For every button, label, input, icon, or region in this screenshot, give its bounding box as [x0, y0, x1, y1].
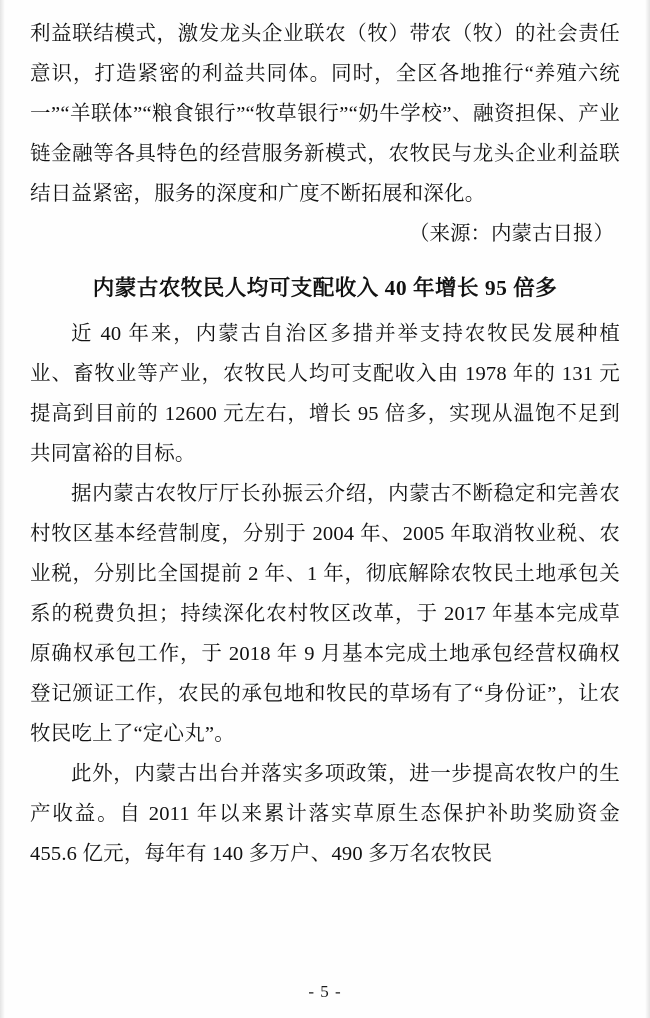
article-paragraph-2: 据内蒙古农牧厅厅长孙振云介绍，内蒙古不断稳定和完善农村牧区基本经营制度，分别于 2004 年、2005 年取消牧业税、农业税，分别比全国提前 2 年、1 年，彻底解除农牧民土地承包关系的税费负担；持续深化农村牧区改革，于 2017 年基本完成草原确权承包工作，于 2018 年 9 月基本完成土地承包经营权确权登记颁证工作，农民的承包地和牧民的草场有了“身份证”，让农牧民吃上了“定心丸”。 — [30, 483, 620, 745]
article-paragraph-3: 此外，内蒙古出台并落实多项政策，进一步提高农牧户的生产收益。自 2011 年以来累计落实草原生态保护补助奖励资金 455.6 亿元，每年有 140 多万户、490 多万名农牧民 — [30, 763, 620, 865]
continued-paragraph: 利益联结模式，激发龙头企业联农（牧）带农（牧）的社会责任意识，打造紧密的利益共同体。同时，全区各地推行“养殖六统一”“羊联体”“粮食银行”“牧草银行”“奶牛学校”、融资担保、产业链金融等各具特色的经营服务新模式，农牧民与龙头企业利益联结日益紧密，服务的深度和广度不断拓展和深化。 — [30, 23, 620, 205]
article-title: 内蒙古农牧民人均可支配收入 40 年增长 95 倍多 — [92, 276, 558, 300]
source-attribution: （来源：内蒙古日报） — [409, 223, 614, 245]
page-number: - 5 - — [308, 982, 342, 1001]
page-edge-shadow-left — [0, 0, 5, 1018]
page-edge-shadow-right — [645, 0, 650, 1018]
article-paragraph-1: 近 40 年来，内蒙古自治区多措并举支持农牧民发展种植业、畜牧业等产业，农牧民人均可支配收入由 1978 年的 131 元提高到目前的 12600 元左右，增长 95 倍多，实现从温饱不足到共同富裕的目标。 — [30, 323, 620, 465]
